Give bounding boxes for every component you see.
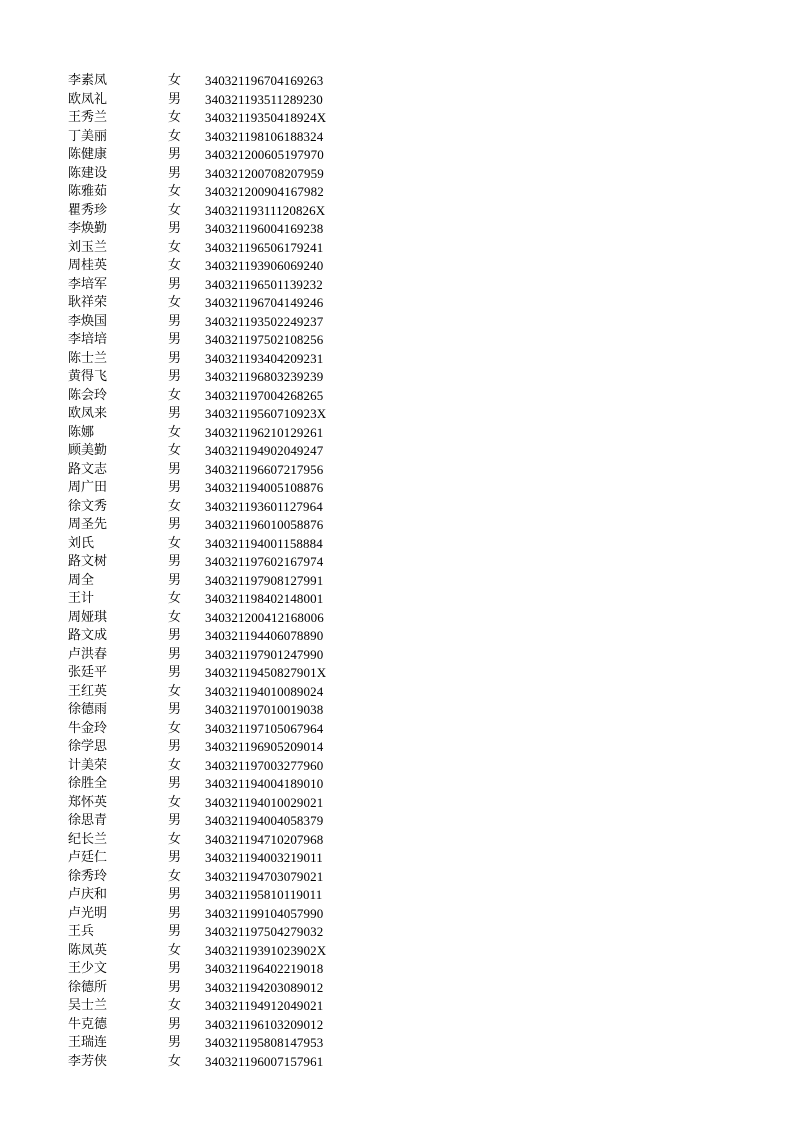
name-cell: 陈士兰 — [68, 350, 108, 366]
gender-cell: 女 — [168, 609, 182, 625]
table-row — [68, 128, 368, 147]
name-cell: 周娅琪 — [68, 609, 108, 625]
table-row — [68, 775, 368, 794]
id-number-cell: 34032119450827901X — [205, 665, 327, 680]
name-cell: 李培培 — [68, 332, 108, 347]
id-number-cell: 340321193601127964 — [205, 498, 323, 514]
name-cell: 王秀兰 — [68, 110, 108, 125]
id-number-cell: 340321193404209231 — [205, 350, 324, 366]
table-row — [68, 146, 368, 165]
gender-cell: 男 — [168, 147, 182, 162]
table-row — [68, 812, 368, 831]
name-cell: 卢庆和 — [68, 887, 108, 902]
table-row — [68, 109, 368, 128]
gender-cell: 女 — [168, 683, 182, 699]
id-number-cell: 340321196803239239 — [205, 369, 324, 384]
id-number-cell: 340321194703079021 — [205, 868, 324, 884]
gender-cell: 男 — [168, 961, 182, 976]
name-cell: 周圣先 — [68, 517, 108, 532]
gender-cell: 女 — [168, 942, 182, 958]
table-row — [68, 1034, 368, 1053]
table-row — [68, 960, 368, 979]
table-row — [68, 923, 368, 942]
id-number-cell: 340321194004189010 — [205, 776, 324, 791]
name-cell: 李焕国 — [68, 313, 108, 329]
gender-cell: 女 — [168, 128, 182, 144]
name-cell: 黄得飞 — [68, 369, 108, 384]
id-number-cell: 340321194406078890 — [205, 628, 324, 643]
name-cell: 张廷平 — [68, 665, 108, 680]
id-number-cell: 340321197502108256 — [205, 332, 324, 347]
name-cell: 欧凤来 — [68, 406, 108, 421]
table-row — [68, 609, 368, 628]
name-cell: 李培军 — [68, 276, 108, 292]
record-list — [68, 72, 368, 1071]
table-row — [68, 313, 368, 332]
name-cell: 李芳侠 — [68, 1053, 108, 1069]
gender-cell: 男 — [168, 480, 182, 495]
table-row — [68, 553, 368, 572]
gender-cell: 女 — [168, 998, 182, 1013]
id-number-cell: 340321193502249237 — [205, 313, 324, 329]
table-row — [68, 424, 368, 443]
gender-cell: 女 — [168, 757, 182, 773]
gender-cell: 男 — [168, 776, 182, 791]
gender-cell: 男 — [168, 979, 182, 995]
gender-cell: 女 — [168, 720, 182, 736]
id-number-cell: 340321194010029021 — [205, 794, 324, 810]
gender-cell: 男 — [168, 850, 182, 865]
table-row — [68, 257, 368, 276]
gender-cell: 男 — [168, 887, 182, 902]
id-number-cell: 340321200708207959 — [205, 165, 324, 181]
gender-cell: 男 — [168, 276, 182, 292]
name-cell: 耿祥荣 — [68, 295, 108, 310]
table-row — [68, 757, 368, 776]
name-cell: 吴士兰 — [68, 998, 108, 1013]
gender-cell: 男 — [168, 924, 182, 939]
gender-cell: 女 — [168, 73, 182, 88]
table-row — [68, 572, 368, 591]
name-cell: 周广田 — [68, 480, 108, 495]
name-cell: 徐秀玲 — [68, 868, 108, 884]
gender-cell: 女 — [168, 443, 182, 458]
id-number-cell: 340321196704169263 — [205, 73, 324, 88]
gender-cell: 女 — [168, 498, 182, 514]
id-number-cell: 340321198402148001 — [205, 591, 324, 606]
id-number-cell: 340321196506179241 — [205, 239, 324, 255]
gender-cell: 男 — [168, 572, 182, 588]
id-number-cell: 340321199104057990 — [205, 905, 324, 921]
id-number-cell: 340321197105067964 — [205, 720, 324, 736]
table-row — [68, 905, 368, 924]
name-cell: 刘玉兰 — [68, 239, 108, 255]
table-row — [68, 461, 368, 480]
gender-cell: 女 — [168, 258, 182, 273]
gender-cell: 男 — [168, 350, 182, 366]
gender-cell: 男 — [168, 91, 182, 107]
gender-cell: 男 — [168, 313, 182, 329]
name-cell: 王计 — [68, 591, 95, 606]
name-cell: 卢廷仁 — [68, 850, 108, 865]
table-row — [68, 535, 368, 554]
gender-cell: 男 — [168, 517, 182, 532]
id-number-cell: 340321200904167982 — [205, 184, 324, 199]
table-row — [68, 350, 368, 369]
id-number-cell: 340321195810119011 — [205, 887, 323, 902]
table-row — [68, 849, 368, 868]
id-number-cell: 340321197010019038 — [205, 702, 324, 717]
id-number-cell: 340321196103209012 — [205, 1016, 324, 1032]
gender-cell: 女 — [168, 1053, 182, 1069]
name-cell: 王兵 — [68, 924, 95, 939]
table-row — [68, 387, 368, 406]
name-cell: 牛克德 — [68, 1016, 108, 1032]
gender-cell: 女 — [168, 794, 182, 810]
gender-cell: 男 — [168, 461, 182, 477]
name-cell: 李焕勤 — [68, 221, 108, 236]
table-row — [68, 868, 368, 887]
name-cell: 徐德雨 — [68, 702, 108, 717]
id-number-cell: 340321196402219018 — [205, 961, 324, 976]
name-cell: 陈建设 — [68, 165, 108, 181]
gender-cell: 女 — [168, 184, 182, 199]
table-row — [68, 91, 368, 110]
name-cell: 徐思青 — [68, 813, 108, 828]
gender-cell: 男 — [168, 905, 182, 921]
id-number-cell: 340321194902049247 — [205, 443, 324, 458]
table-row — [68, 442, 368, 461]
id-number-cell: 340321194010089024 — [205, 683, 324, 699]
gender-cell: 男 — [168, 646, 182, 662]
name-cell: 陈凤英 — [68, 942, 108, 958]
id-number-cell: 340321196607217956 — [205, 461, 324, 477]
gender-cell: 男 — [168, 369, 182, 384]
id-number-cell: 340321197908127991 — [205, 572, 324, 588]
id-number-cell: 340321194710207968 — [205, 831, 324, 847]
name-cell: 徐学思 — [68, 739, 108, 754]
table-row — [68, 202, 368, 221]
id-number-cell: 340321194203089012 — [205, 979, 324, 995]
table-row — [68, 183, 368, 202]
table-row — [68, 886, 368, 905]
name-cell: 郑怀英 — [68, 794, 108, 810]
id-number-cell: 340321196004169238 — [205, 221, 324, 236]
id-number-cell: 34032119560710923X — [205, 406, 327, 421]
name-cell: 李素凤 — [68, 73, 108, 88]
id-number-cell: 340321198106188324 — [205, 128, 324, 144]
table-row — [68, 405, 368, 424]
id-number-cell: 340321200605197970 — [205, 147, 324, 162]
table-row — [68, 276, 368, 295]
id-number-cell: 340321196007157961 — [205, 1053, 324, 1069]
name-cell: 周全 — [68, 572, 95, 588]
name-cell: 路文志 — [68, 461, 108, 477]
gender-cell: 男 — [168, 406, 182, 421]
table-row — [68, 220, 368, 239]
gender-cell: 男 — [168, 628, 182, 643]
id-number-cell: 340321194003219011 — [205, 850, 323, 865]
table-row — [68, 1016, 368, 1035]
name-cell: 瞿秀珍 — [68, 202, 108, 218]
table-row — [68, 479, 368, 498]
table-row — [68, 701, 368, 720]
gender-cell: 男 — [168, 221, 182, 236]
table-row — [68, 646, 368, 665]
gender-cell: 女 — [168, 295, 182, 310]
gender-cell: 男 — [168, 739, 182, 754]
table-row — [68, 294, 368, 313]
name-cell: 丁美丽 — [68, 128, 108, 144]
name-cell: 陈会玲 — [68, 387, 108, 403]
table-row — [68, 738, 368, 757]
name-cell: 路文树 — [68, 554, 108, 569]
table-row — [68, 942, 368, 961]
id-number-cell: 34032119350418924X — [205, 110, 327, 125]
id-number-cell: 340321197901247990 — [205, 646, 324, 662]
name-cell: 王瑞连 — [68, 1035, 108, 1050]
id-number-cell: 340321193511289230 — [205, 91, 323, 107]
table-row — [68, 516, 368, 535]
id-number-cell: 340321196501139232 — [205, 276, 323, 292]
id-number-cell: 340321194004058379 — [205, 813, 324, 828]
gender-cell: 男 — [168, 813, 182, 828]
name-cell: 纪长兰 — [68, 831, 108, 847]
name-cell: 徐文秀 — [68, 498, 108, 514]
id-number-cell: 340321196905209014 — [205, 739, 324, 754]
name-cell: 卢光明 — [68, 905, 108, 921]
table-row — [68, 997, 368, 1016]
gender-cell: 女 — [168, 110, 182, 125]
table-row — [68, 794, 368, 813]
id-number-cell: 340321196704149246 — [205, 295, 324, 310]
gender-cell: 男 — [168, 1035, 182, 1050]
id-number-cell: 340321194005108876 — [205, 480, 324, 495]
name-cell: 王红英 — [68, 683, 108, 699]
name-cell: 欧凤礼 — [68, 91, 108, 107]
table-row — [68, 831, 368, 850]
gender-cell: 男 — [168, 165, 182, 181]
name-cell: 王少文 — [68, 961, 108, 976]
gender-cell: 女 — [168, 591, 182, 606]
gender-cell: 男 — [168, 702, 182, 717]
gender-cell: 女 — [168, 387, 182, 403]
table-row — [68, 979, 368, 998]
id-number-cell: 340321197004268265 — [205, 387, 324, 403]
id-number-cell: 34032119311120826X — [205, 202, 326, 218]
table-row — [68, 368, 368, 387]
id-number-cell: 340321196210129261 — [205, 424, 324, 440]
table-row — [68, 664, 368, 683]
table-row — [68, 683, 368, 702]
id-number-cell: 340321193906069240 — [205, 258, 324, 273]
gender-cell: 女 — [168, 424, 182, 440]
table-row — [68, 590, 368, 609]
name-cell: 刘氏 — [68, 535, 95, 551]
name-cell: 顾美勤 — [68, 443, 108, 458]
table-row — [68, 720, 368, 739]
id-number-cell: 340321200412168006 — [205, 609, 324, 625]
id-number-cell: 34032119391023902X — [205, 942, 327, 958]
gender-cell: 女 — [168, 239, 182, 255]
gender-cell: 女 — [168, 202, 182, 218]
table-row — [68, 627, 368, 646]
gender-cell: 男 — [168, 332, 182, 347]
name-cell: 牛金玲 — [68, 720, 108, 736]
name-cell: 徐德所 — [68, 979, 108, 995]
id-number-cell: 340321194912049021 — [205, 998, 324, 1013]
table-row — [68, 72, 368, 91]
id-number-cell: 340321197003277960 — [205, 757, 324, 773]
gender-cell: 男 — [168, 665, 182, 680]
name-cell: 陈健康 — [68, 147, 108, 162]
name-cell: 卢洪春 — [68, 646, 108, 662]
table-row — [68, 498, 368, 517]
name-cell: 周桂英 — [68, 258, 108, 273]
name-cell: 计美荣 — [68, 757, 108, 773]
gender-cell: 女 — [168, 868, 182, 884]
name-cell: 徐胜全 — [68, 776, 108, 791]
table-row — [68, 1053, 368, 1072]
table-row — [68, 165, 368, 184]
id-number-cell: 340321196010058876 — [205, 517, 324, 532]
gender-cell: 女 — [168, 535, 182, 551]
name-cell: 路文成 — [68, 628, 108, 643]
id-number-cell: 340321197602167974 — [205, 554, 324, 569]
gender-cell: 男 — [168, 1016, 182, 1032]
name-cell: 陈娜 — [68, 424, 95, 440]
name-cell: 陈雅茹 — [68, 184, 108, 199]
gender-cell: 女 — [168, 831, 182, 847]
id-number-cell: 340321195808147953 — [205, 1035, 324, 1050]
gender-cell: 男 — [168, 554, 182, 569]
id-number-cell: 340321197504279032 — [205, 924, 324, 939]
table-row — [68, 331, 368, 350]
table-row — [68, 239, 368, 258]
id-number-cell: 340321194001158884 — [205, 535, 323, 551]
